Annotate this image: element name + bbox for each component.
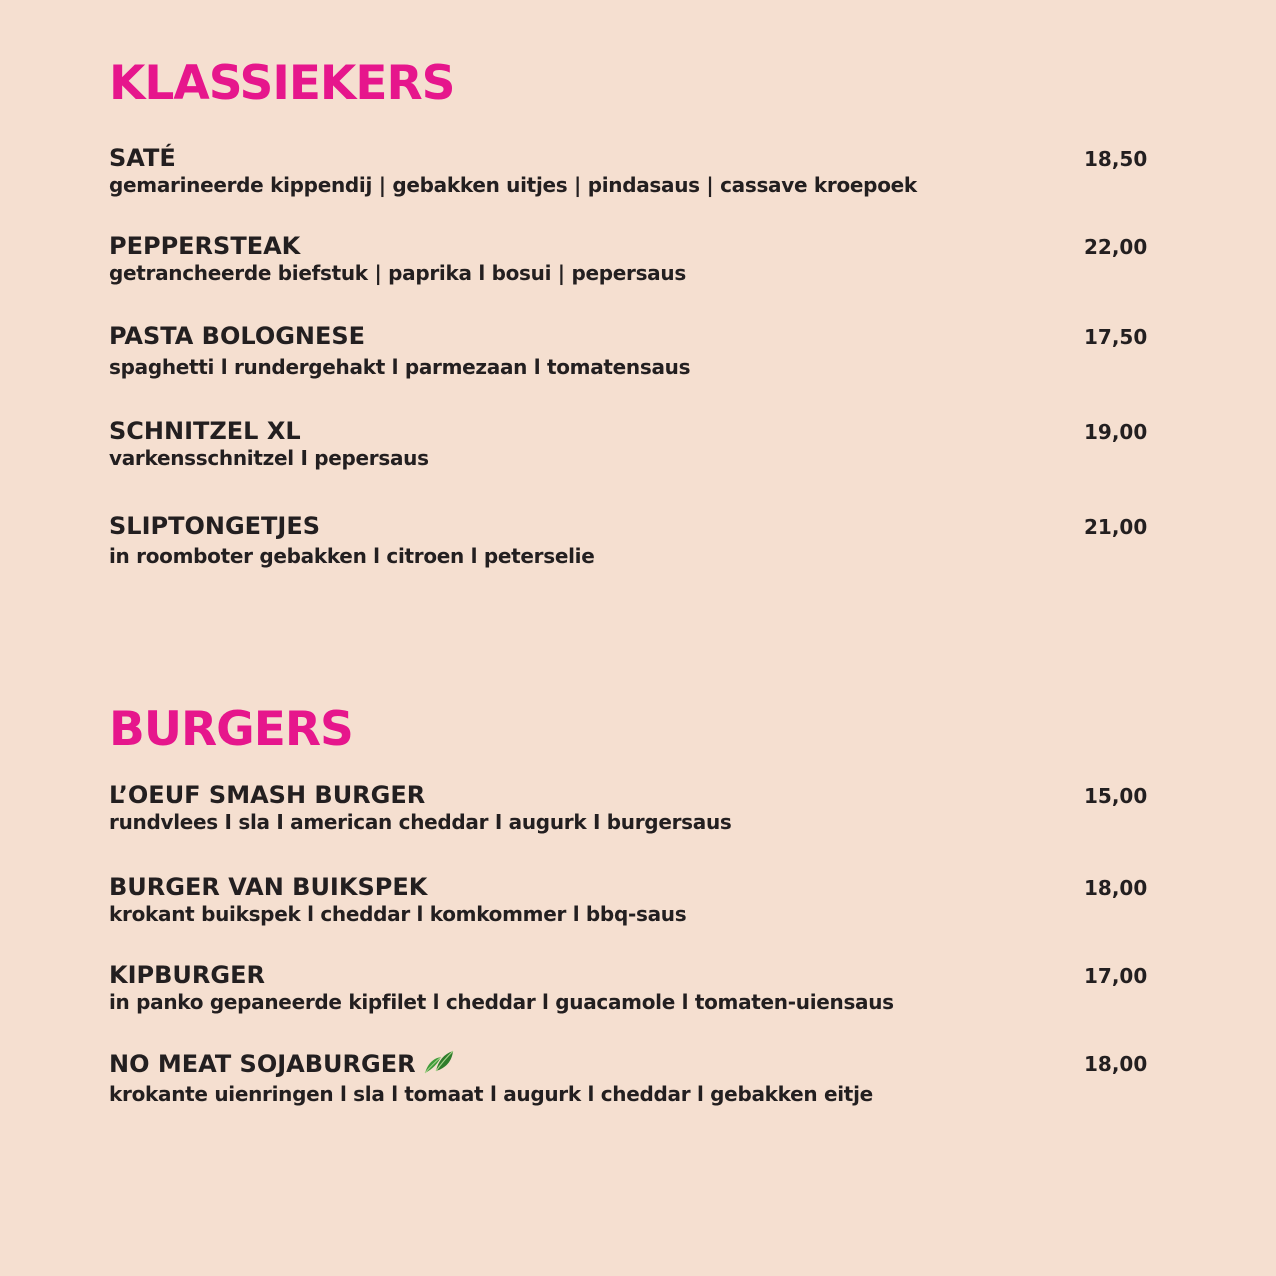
item-description: krokante uienringen l sla l tomaat l augurk l cheddar l gebakken eitje	[109, 1082, 873, 1106]
item-price: 19,00	[1084, 420, 1148, 444]
menu-item-sliptongetjes	[109, 512, 1169, 569]
section-title-burgers: BURGERS	[109, 702, 353, 757]
item-description: varkensschnitzel I pepersaus	[109, 446, 429, 470]
item-name-row	[109, 1049, 1169, 1081]
item-price: 22,00	[1084, 235, 1148, 259]
menu-item-loeuf-smash-burger	[109, 781, 1169, 835]
item-name: SATÉ	[109, 144, 176, 172]
vegetarian-leaf-icon	[422, 1049, 456, 1081]
item-name: PEPPERSTEAK	[109, 232, 301, 260]
menu-item-burger-van-buikspek	[109, 873, 1169, 927]
item-name: L’OEUF SMASH BURGER	[109, 781, 426, 809]
item-description: gemarineerde kippendij | gebakken uitjes | pindasaus | cassave kroepoek	[109, 173, 917, 197]
item-price: 17,50	[1084, 325, 1148, 349]
item-name: PASTA BOLOGNESE	[109, 322, 366, 350]
item-description: in panko gepaneerde kipfilet l cheddar l guacamole l tomaten-uiensaus	[109, 990, 894, 1014]
menu-item-peppersteak	[109, 232, 1169, 286]
menu-item-schnitzel-xl	[109, 417, 1169, 471]
item-description: getrancheerde biefstuk | paprika l bosui | pepersaus	[109, 261, 686, 285]
item-price: 21,00	[1084, 515, 1148, 539]
item-price: 18,00	[1084, 876, 1148, 900]
item-name: SCHNITZEL XL	[109, 417, 301, 445]
item-description: krokant buikspek l cheddar l komkommer l bbq-saus	[109, 902, 687, 926]
menu-item-no-meat-sojaburger	[109, 1049, 1169, 1107]
item-price: 15,00	[1084, 784, 1148, 808]
item-description: in roomboter gebakken l citroen l peterselie	[109, 544, 595, 568]
item-name: KIPBURGER	[109, 961, 265, 989]
item-description: rundvlees I sla I american cheddar I augurk I burgersaus	[109, 810, 732, 834]
section-title-klassiekers: KLASSIEKERS	[109, 56, 455, 111]
item-name: SLIPTONGETJES	[109, 512, 321, 540]
item-price: 17,00	[1084, 964, 1148, 988]
item-name: BURGER VAN BUIKSPEK	[109, 873, 428, 901]
menu-item-pasta-bolognese	[109, 322, 1169, 380]
menu-item-sate	[109, 144, 1169, 198]
menu-item-kipburger	[109, 961, 1169, 1015]
item-price: 18,50	[1084, 147, 1148, 171]
item-description: spaghetti l rundergehakt l parmezaan l tomatensaus	[109, 355, 691, 379]
item-name: NO MEAT SOJABURGER	[109, 1050, 416, 1078]
item-price: 18,00	[1084, 1052, 1148, 1076]
